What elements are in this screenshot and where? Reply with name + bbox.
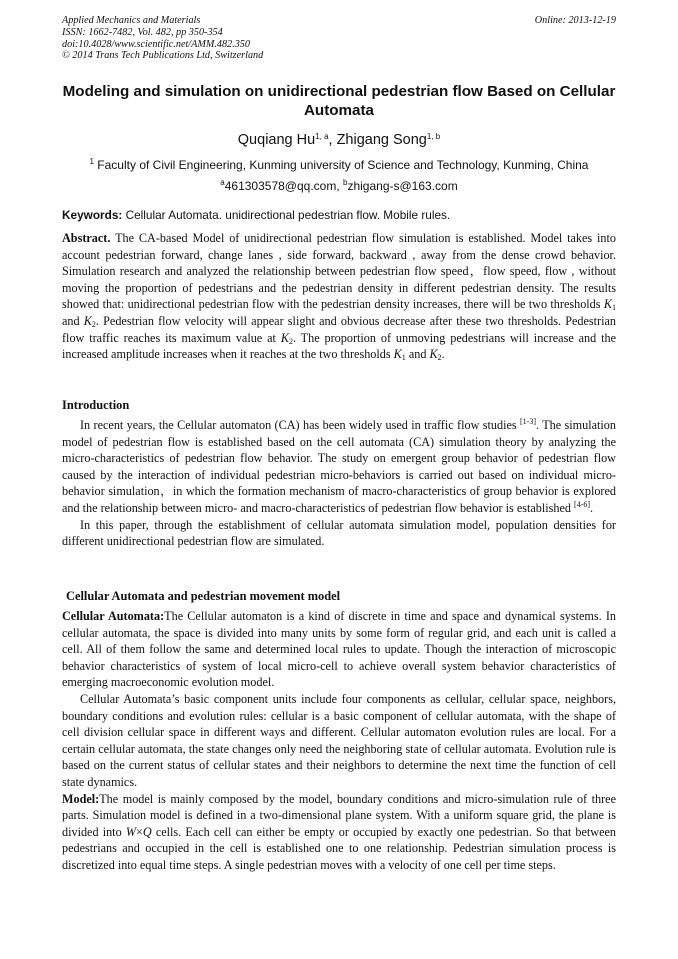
affiliation-text: Faculty of Civil Engineering, Kunming university of Science and Technology, Kunming, China: [93, 158, 589, 172]
keywords-label: Keywords:: [62, 208, 123, 222]
paper-title: Modeling and simulation on unidirectional pedestrian flow Based on Cellular Automata: [62, 83, 616, 119]
keywords: [62, 208, 616, 223]
intro-text-c: .: [590, 500, 594, 515]
affiliation: [62, 157, 616, 173]
k2-subscript: 2: [437, 353, 442, 363]
k-symbol: K: [603, 297, 612, 312]
and-word: and: [405, 347, 430, 362]
affiliation-mark: 1: [89, 157, 94, 166]
model-paragraph: [62, 791, 616, 874]
intro-paragraph-1: [62, 417, 616, 517]
author-1-affil: 1, a: [315, 132, 329, 141]
issn-line: ISSN: 1662-7482, Vol. 482, pp 350-354: [62, 26, 223, 38]
ca-paragraph: [62, 608, 616, 691]
abstract-label: Abstract.: [62, 231, 111, 245]
section-cellular-automata-body: [62, 608, 616, 874]
k-symbol: K: [83, 313, 92, 328]
author-2-affil: 1, b: [426, 132, 441, 141]
k-symbol: K: [429, 347, 438, 362]
abstract: [62, 230, 616, 363]
online-date: Online: 2013-12-19: [534, 15, 616, 26]
introduction-heading: Introduction: [62, 398, 130, 412]
author-list: [62, 131, 616, 149]
author-1: Quqiang Hu: [237, 132, 316, 148]
citation-1-3: [1-3]: [520, 417, 536, 426]
model-label: Model:: [62, 791, 100, 806]
intro-text-b: . The simulation model of pedestrian flow is established based on the cell automata (CA) simulation theory by analyzing the micro-characteristics of pedestrian flow behavior. The study on emergent group behavior of pedestrian flow caused by the interaction of individual pedestrian micro-behaviors is carried out based on individual micro-behavior simulation，in which the formation mechanism of macro-characteristics of group behavior is explored and the relationship between micro- and macro-characteristics of pedestrian flow behavior is established: [62, 418, 616, 515]
k1-subscript: 1: [401, 353, 406, 363]
abstract-text-1: The CA-based Model of unidirectional pedestrian flow simulation is established. Model takes into account pedestrian forward, change lanes , side forward, backward , away from the dense crowd behavior. Simulation research and analyzed the relationship between pedestrian flow speed，flow speed, flow , without moving the proportion of pedestrians and the pedestrian density in different pedestrian density. The results showed that: unidirectional pedestrian flow with the pedestrian density increases, there will be two thresholds: [62, 231, 616, 312]
abstract-end: .: [441, 347, 445, 362]
q-symbol: Q: [142, 824, 152, 839]
copyright-line: © 2014 Trans Tech Publications Ltd, Switzerland: [62, 50, 264, 62]
ca-label: Cellular Automata:: [62, 609, 165, 623]
intro-text-a: In recent years, the Cellular automaton (CA) has been widely used in traffic flow studies: [80, 418, 520, 432]
citation-4-6: [4-6]: [574, 499, 591, 509]
and-word: and: [62, 313, 84, 328]
intro-paragraph-2: In this paper, through the establishment of cellular automata simulation model, population densities for different unidirectional pedestrian flow are simulated.: [62, 517, 616, 549]
author-2: Zhigang Song: [336, 132, 427, 148]
abstract-text-2: . Pedestrian flow velocity will appear slight and obvious decrease after these two thresholds. Pedestrian flow traffic reaches its maximum value at: [62, 313, 616, 345]
email-b: zhigang-s@163.com: [347, 179, 458, 193]
model-text-a: The model is mainly composed by the model, boundary conditions and micro-simulation rule of three parts. Simulation model is defined in a two-dimensional plane system. With a uniform square grid, the plane is divided into: [62, 791, 616, 839]
model-text-b: cells. Each cell can either be empty or occupied by exactly one pedestrian. So that between pedestrians and occupied in the cell is established one to one relationship. Pedestrian simulation process is discretized into equal time steps. A single pedestrian moves with a velocity of one cell per time steps.: [62, 824, 616, 872]
email-mark-b: b: [343, 178, 348, 187]
doi-line: doi:10.4028/www.scientific.net/AMM.482.350: [62, 38, 250, 50]
times-symbol: ×: [135, 824, 143, 839]
k-symbol: K: [393, 347, 402, 362]
k2-subscript: 2: [91, 319, 96, 329]
email-mark-a: a: [220, 178, 225, 187]
author-emails: [62, 178, 616, 194]
k1-subscript: 1: [612, 303, 616, 313]
w-symbol: W: [125, 824, 136, 839]
introduction-body: [62, 417, 616, 550]
abstract-text-3: . The proportion of unmoving pedestrians will increase and the increased amplitude increases when it reaches at the two thresholds: [62, 330, 617, 362]
journal-header: [62, 15, 616, 62]
k-symbol: K: [280, 330, 289, 345]
author-separator: ,: [328, 132, 337, 148]
ca-text: The Cellular automaton is a kind of discrete in time and space and dynamical systems. In cellular automata, the space is divided into many units by some form of regular grid, and each unit is called a cell. All of them follow the same and determined local rules to update. Though the interaction of microscopic behavior characteristics of system of local micro-cell to achieve overall system behavior characteristics of emerging macroeconomic evolution model.: [62, 609, 616, 690]
email-a: 461303578@qq.com,: [224, 179, 343, 193]
k2-subscript: 2: [288, 336, 293, 346]
ca-components-paragraph: Cellular Automata’s basic component units include four components as cellular, cellular space, neighbors, boundary conditions and evolution rules: cellular is a basic component of cellular automata, with the shape of cell division cellular space in different ways and different. Cellular automaton evolution rules are local. For a certain cellular automata, the state changes only need the neighboring state of cellular automata. Evolution rule is based on the current status of cellular states and their neighbors to determine the next time the function of cell state dynamics.: [62, 691, 616, 789]
journal-name: Applied Mechanics and Materials: [62, 15, 201, 26]
keywords-text: Cellular Automata. unidirectional pedestrian flow. Mobile rules.: [122, 208, 451, 222]
section-heading-cellular-automata: Cellular Automata and pedestrian movement model: [66, 589, 341, 603]
